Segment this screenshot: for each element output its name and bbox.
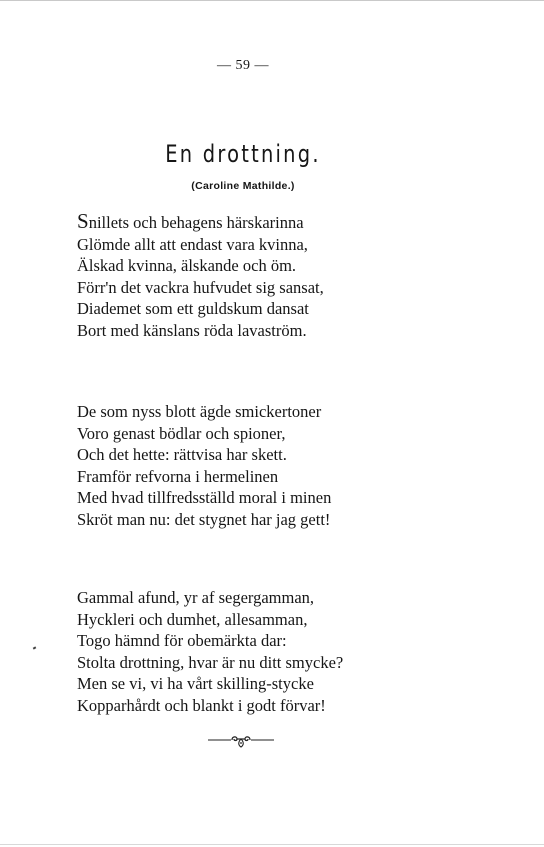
drop-initial: S: [77, 209, 89, 233]
poem-line: Och det hette: rättvisa har skett.: [77, 445, 287, 464]
poem-line: Voro genast bödlar och spioner,: [77, 423, 286, 443]
poem-line: Skröt man nu: det stygnet har jag gett!: [77, 509, 331, 529]
poem-line: Hyckleri och dumhet, allesamman,: [77, 609, 308, 629]
poem-line: De som nyss blott ägde smickertoner: [77, 402, 322, 421]
poem-line: Med hvad tillfredsställd moral i minen: [77, 488, 332, 507]
fleuron-ornament-icon: [208, 733, 274, 749]
poem-subtitle: (Caroline Mathilde.): [191, 180, 295, 192]
poem-line: Stolta drottning, hvar är nu ditt smycke?: [77, 652, 344, 672]
page-bottom-edge: [0, 844, 544, 845]
poem-line: Togo hämnd för obemärkta dar:: [77, 631, 287, 650]
stanza-3: [77, 587, 343, 716]
stanza-2: [77, 401, 331, 530]
page-number: — 59 —: [217, 58, 269, 73]
poem-line: [77, 209, 324, 234]
poem-line: Bort med känslans röda lavaström.: [77, 320, 307, 340]
poem-line-rest: nillets och behagens härskarinna: [88, 213, 304, 232]
poem-line: Men se vi, vi ha vårt skilling-stycke: [77, 674, 314, 693]
poem-line: Diademet som ett guldskum dansat: [77, 299, 309, 318]
page-top-edge: [0, 0, 544, 1]
poem-line: Förr'n det vackra hufvudet sig sansat,: [77, 277, 324, 297]
poem-line: Kopparhårdt och blankt i godt förvar!: [77, 695, 326, 715]
poem-line: Gammal afund, yr af segergamman,: [77, 588, 315, 607]
ink-speck: [33, 646, 37, 649]
poem-line: Framför refvorna i hermelinen: [77, 466, 279, 486]
stanza-1: [77, 209, 324, 341]
poem-line: Glömde allt att endast vara kvinna,: [77, 234, 308, 254]
poem-line: Älskad kvinna, älskande och öm.: [77, 256, 297, 275]
poem-title: En drottning.: [165, 140, 321, 168]
